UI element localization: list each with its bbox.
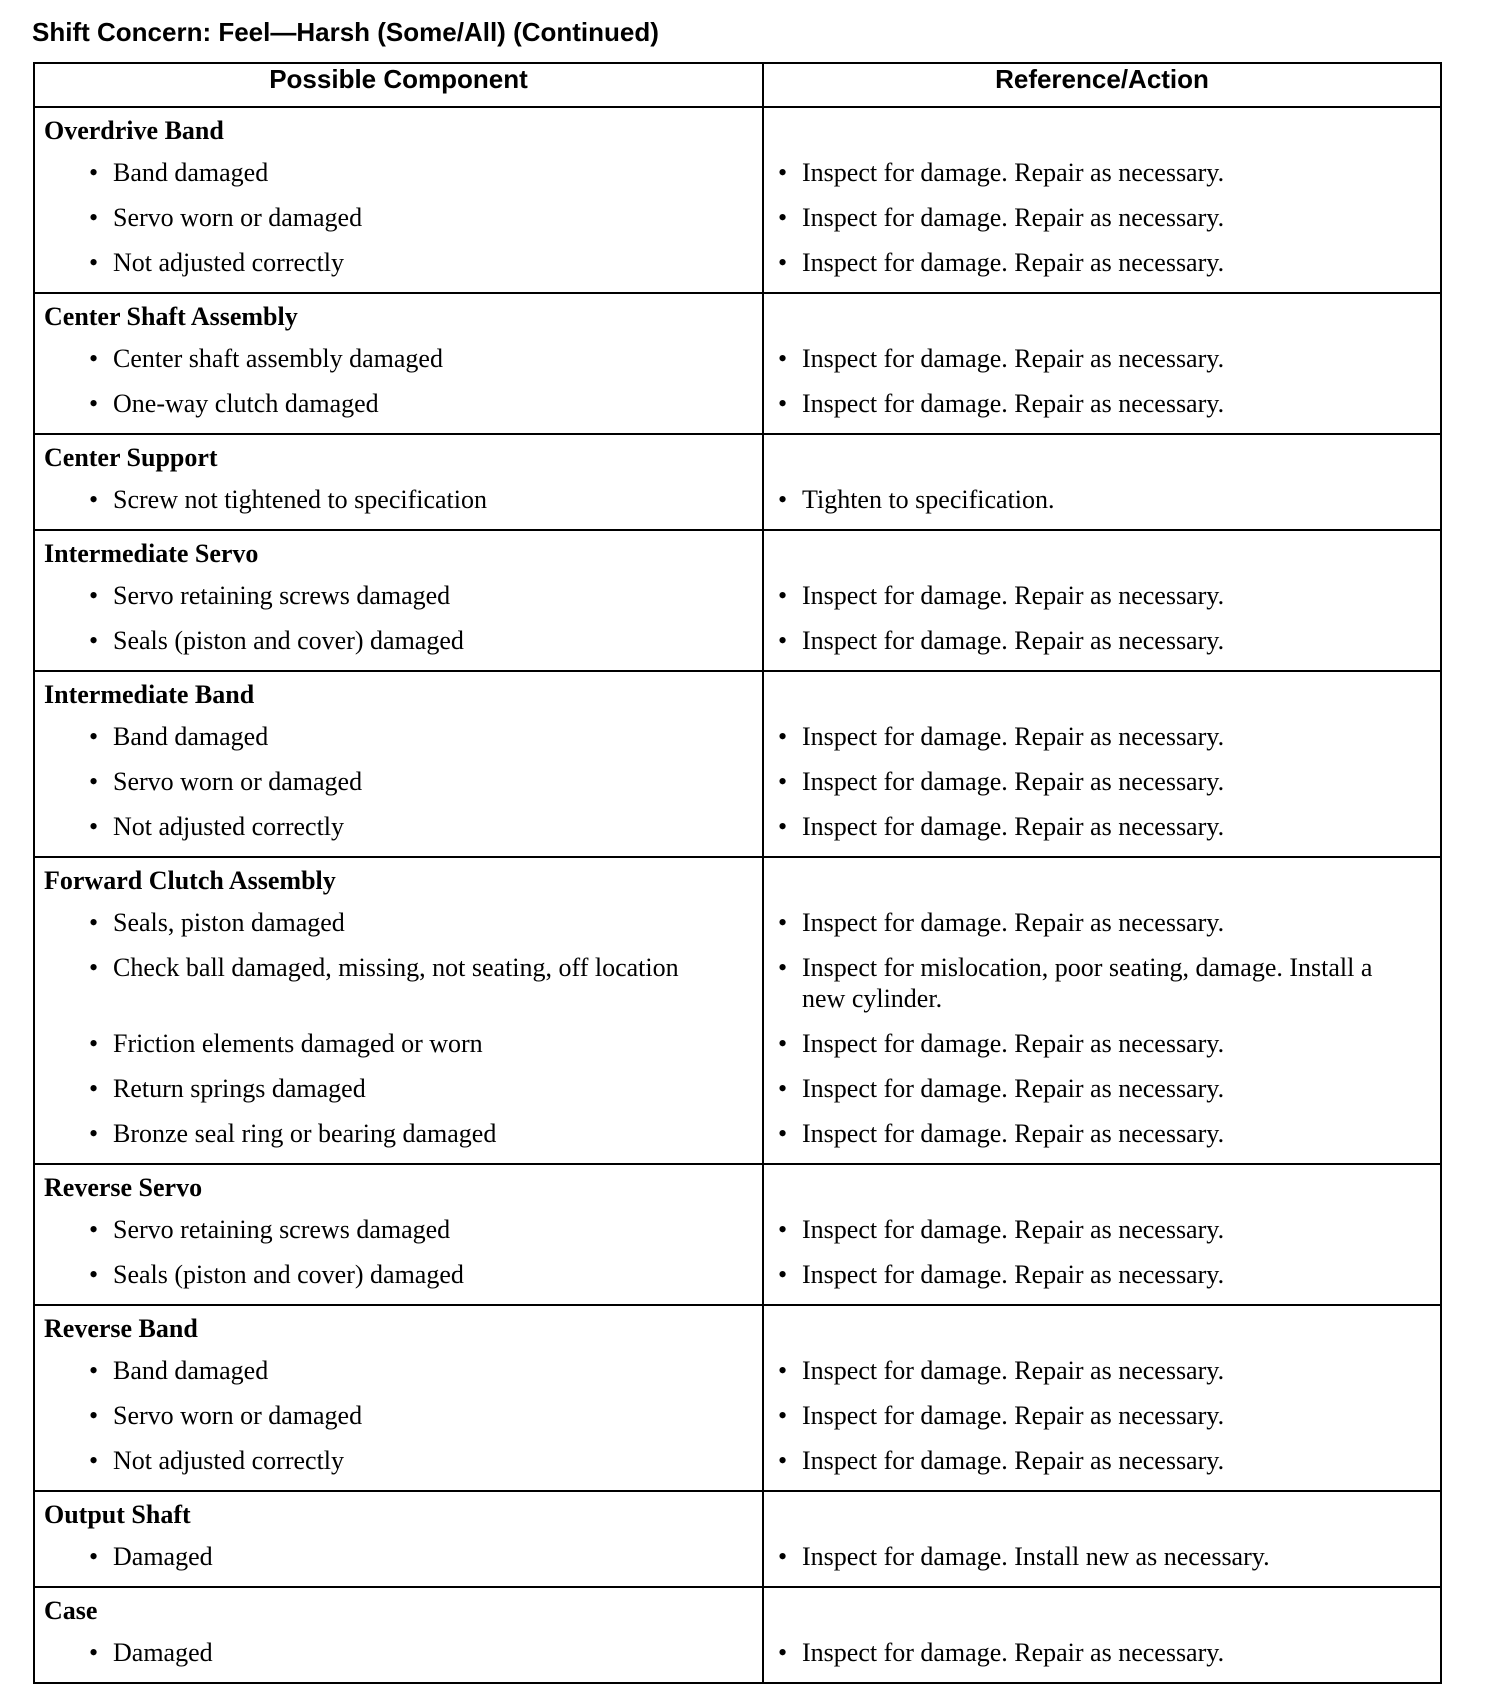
bullet-icon: • bbox=[89, 1029, 99, 1058]
bullet-icon: • bbox=[778, 203, 788, 232]
cause-item bbox=[35, 484, 762, 529]
cause-item bbox=[35, 1259, 762, 1304]
table-row bbox=[34, 530, 1441, 671]
bullet-icon: • bbox=[778, 1401, 788, 1430]
cause-item bbox=[35, 721, 762, 766]
cause-item bbox=[35, 907, 762, 952]
bullet-icon: • bbox=[778, 1260, 788, 1289]
cause-item-text: Check ball damaged, missing, not seating, off location bbox=[113, 953, 679, 982]
bullet-icon: • bbox=[89, 1215, 99, 1244]
action-item bbox=[764, 1541, 1440, 1586]
bullet-icon: • bbox=[778, 1446, 788, 1475]
action-cell bbox=[763, 107, 1441, 293]
action-item-text: Inspect for damage. Repair as necessary. bbox=[802, 722, 1225, 751]
component-cell bbox=[34, 1164, 763, 1305]
action-item bbox=[764, 343, 1440, 388]
bullet-icon: • bbox=[89, 626, 99, 655]
component-title: Reverse Band bbox=[44, 1314, 198, 1343]
bullet-icon: • bbox=[89, 1446, 99, 1475]
cause-item-text: Return springs damaged bbox=[113, 1074, 366, 1103]
action-item bbox=[764, 811, 1440, 856]
cause-item bbox=[35, 157, 762, 202]
component-cell bbox=[34, 293, 763, 434]
bullet-icon: • bbox=[778, 767, 788, 796]
action-item-text: Inspect for damage. Repair as necessary. bbox=[802, 767, 1225, 796]
component-cell bbox=[34, 671, 763, 857]
cause-item-text: Damaged bbox=[113, 1542, 213, 1571]
bullet-icon: • bbox=[89, 1260, 99, 1289]
action-item bbox=[764, 721, 1440, 766]
cause-item-text: Not adjusted correctly bbox=[113, 1446, 345, 1475]
table-row bbox=[34, 107, 1441, 293]
bullet-icon: • bbox=[89, 389, 99, 418]
bullet-icon: • bbox=[778, 1638, 788, 1667]
cause-item bbox=[35, 811, 762, 856]
cause-item bbox=[35, 766, 762, 811]
component-title: Forward Clutch Assembly bbox=[44, 866, 336, 895]
table-row bbox=[34, 857, 1441, 1164]
component-title: Overdrive Band bbox=[44, 116, 224, 145]
action-item-text: Inspect for damage. Repair as necessary. bbox=[802, 1401, 1225, 1430]
bullet-icon: • bbox=[778, 1074, 788, 1103]
page-title: Shift Concern: Feel—Harsh (Some/All) (Continued) bbox=[32, 17, 659, 47]
cause-item-text: Not adjusted correctly bbox=[113, 812, 345, 841]
cause-item-text: Friction elements damaged or worn bbox=[113, 1029, 483, 1058]
action-item-text: Inspect for damage. Repair as necessary. bbox=[802, 248, 1225, 277]
component-title: Center Support bbox=[44, 443, 218, 472]
bullet-icon: • bbox=[778, 158, 788, 187]
bullet-icon: • bbox=[89, 485, 99, 514]
bullet-icon: • bbox=[778, 389, 788, 418]
table-row bbox=[34, 1164, 1441, 1305]
action-item bbox=[764, 907, 1440, 952]
action-item-text: Inspect for damage. Repair as necessary. bbox=[802, 1215, 1225, 1244]
cause-item-text: Damaged bbox=[113, 1638, 213, 1667]
component-cell bbox=[34, 1305, 763, 1491]
action-cell bbox=[763, 1587, 1441, 1683]
cause-item-text: Band damaged bbox=[113, 158, 269, 187]
bullet-icon: • bbox=[778, 1119, 788, 1148]
action-item bbox=[764, 1259, 1440, 1304]
component-title: Intermediate Servo bbox=[44, 539, 259, 568]
cause-item bbox=[35, 1073, 762, 1118]
action-cell bbox=[763, 671, 1441, 857]
bullet-icon: • bbox=[89, 1074, 99, 1103]
cause-item bbox=[35, 1214, 762, 1259]
action-item-text: Inspect for damage. Repair as necessary. bbox=[802, 1074, 1225, 1103]
cause-item bbox=[35, 1118, 762, 1163]
cause-item-text: Seals (piston and cover) damaged bbox=[113, 626, 464, 655]
bullet-icon: • bbox=[89, 1542, 99, 1571]
bullet-icon: • bbox=[778, 1029, 788, 1058]
action-item bbox=[764, 1400, 1440, 1445]
cause-item-text: One-way clutch damaged bbox=[113, 389, 379, 418]
action-item bbox=[764, 484, 1440, 529]
bullet-icon: • bbox=[89, 581, 99, 610]
cause-item-text: Servo worn or damaged bbox=[113, 203, 363, 232]
bullet-icon: • bbox=[89, 344, 99, 373]
cause-item bbox=[35, 1355, 762, 1400]
action-item-text: Inspect for damage. Repair as necessary. bbox=[802, 1119, 1225, 1148]
cause-item bbox=[35, 1541, 762, 1586]
bullet-icon: • bbox=[89, 1119, 99, 1148]
component-cell bbox=[34, 857, 763, 1164]
bullet-icon: • bbox=[89, 812, 99, 841]
cause-item-text: Servo worn or damaged bbox=[113, 1401, 363, 1430]
component-title: Center Shaft Assembly bbox=[44, 302, 298, 331]
action-item-text: Inspect for mislocation, poor seating, damage. Install a new cylinder. bbox=[802, 953, 1373, 1013]
bullet-icon: • bbox=[89, 203, 99, 232]
bullet-icon: • bbox=[778, 1542, 788, 1571]
action-item bbox=[764, 952, 1440, 1028]
bullet-icon: • bbox=[89, 248, 99, 277]
table-row bbox=[34, 293, 1441, 434]
bullet-icon: • bbox=[89, 158, 99, 187]
action-item-text: Inspect for damage. Install new as necessary. bbox=[802, 1542, 1270, 1571]
bullet-icon: • bbox=[778, 626, 788, 655]
bullet-icon: • bbox=[778, 344, 788, 373]
action-item-text: Tighten to specification. bbox=[802, 485, 1055, 514]
action-item-text: Inspect for damage. Repair as necessary. bbox=[802, 626, 1225, 655]
action-cell bbox=[763, 1305, 1441, 1491]
bullet-icon: • bbox=[778, 812, 788, 841]
cause-item-text: Bronze seal ring or bearing damaged bbox=[113, 1119, 497, 1148]
action-item-text: Inspect for damage. Repair as necessary. bbox=[802, 203, 1225, 232]
action-cell bbox=[763, 1491, 1441, 1587]
cause-item bbox=[35, 580, 762, 625]
bullet-icon: • bbox=[778, 1215, 788, 1244]
cause-item-text: Servo retaining screws damaged bbox=[113, 581, 451, 610]
bullet-icon: • bbox=[89, 1638, 99, 1667]
action-item-text: Inspect for damage. Repair as necessary. bbox=[802, 344, 1225, 373]
bullet-icon: • bbox=[778, 485, 788, 514]
action-item-text: Inspect for damage. Repair as necessary. bbox=[802, 1356, 1225, 1385]
action-item bbox=[764, 1118, 1440, 1163]
bullet-icon: • bbox=[778, 248, 788, 277]
cause-item bbox=[35, 343, 762, 388]
component-title: Output Shaft bbox=[44, 1500, 191, 1529]
bullet-icon: • bbox=[778, 1356, 788, 1385]
action-item bbox=[764, 202, 1440, 247]
cause-item-text: Servo worn or damaged bbox=[113, 767, 363, 796]
cause-item-text: Band damaged bbox=[113, 1356, 269, 1385]
table-row bbox=[34, 1491, 1441, 1587]
action-item bbox=[764, 580, 1440, 625]
cause-item-text: Seals, piston damaged bbox=[113, 908, 345, 937]
cause-item bbox=[35, 1445, 762, 1490]
component-title: Reverse Servo bbox=[44, 1173, 203, 1202]
table-row bbox=[34, 1305, 1441, 1491]
action-item-text: Inspect for damage. Repair as necessary. bbox=[802, 812, 1225, 841]
action-item bbox=[764, 1637, 1440, 1682]
cause-item-text: Screw not tightened to specification bbox=[113, 485, 488, 514]
bullet-icon: • bbox=[778, 953, 788, 982]
action-item-text: Inspect for damage. Repair as necessary. bbox=[802, 1029, 1225, 1058]
action-item bbox=[764, 1073, 1440, 1118]
cause-item-text: Seals (piston and cover) damaged bbox=[113, 1260, 464, 1289]
bullet-icon: • bbox=[778, 722, 788, 751]
cause-item bbox=[35, 202, 762, 247]
action-cell bbox=[763, 530, 1441, 671]
component-cell bbox=[34, 530, 763, 671]
bullet-icon: • bbox=[778, 581, 788, 610]
component-cell bbox=[34, 1587, 763, 1683]
cause-item bbox=[35, 247, 762, 292]
cause-item-text: Servo retaining screws damaged bbox=[113, 1215, 451, 1244]
cause-item bbox=[35, 625, 762, 670]
header-reference-action: Reference/Action bbox=[763, 63, 1441, 107]
action-cell bbox=[763, 434, 1441, 530]
component-title: Intermediate Band bbox=[44, 680, 255, 709]
action-item bbox=[764, 1214, 1440, 1259]
cause-item bbox=[35, 1400, 762, 1445]
bullet-icon: • bbox=[778, 908, 788, 937]
cause-item-text: Band damaged bbox=[113, 722, 269, 751]
bullet-icon: • bbox=[89, 953, 99, 982]
action-item bbox=[764, 388, 1440, 433]
bullet-icon: • bbox=[89, 908, 99, 937]
action-cell bbox=[763, 857, 1441, 1164]
action-item bbox=[764, 1445, 1440, 1490]
action-item-text: Inspect for damage. Repair as necessary. bbox=[802, 158, 1225, 187]
action-item bbox=[764, 157, 1440, 202]
action-cell bbox=[763, 293, 1441, 434]
action-item bbox=[764, 625, 1440, 670]
cause-item bbox=[35, 1637, 762, 1682]
action-item bbox=[764, 1028, 1440, 1073]
component-cell bbox=[34, 107, 763, 293]
table-row bbox=[34, 434, 1441, 530]
action-cell bbox=[763, 1164, 1441, 1305]
component-cell bbox=[34, 434, 763, 530]
action-item bbox=[764, 247, 1440, 292]
cause-item bbox=[35, 388, 762, 433]
action-item-text: Inspect for damage. Repair as necessary. bbox=[802, 908, 1225, 937]
bullet-icon: • bbox=[89, 1401, 99, 1430]
bullet-icon: • bbox=[89, 722, 99, 751]
action-item-text: Inspect for damage. Repair as necessary. bbox=[802, 1638, 1225, 1667]
cause-item bbox=[35, 952, 762, 1028]
table-row bbox=[34, 671, 1441, 857]
diagnosis-table bbox=[33, 62, 1442, 1684]
table-body bbox=[34, 107, 1441, 1683]
cause-item-text: Center shaft assembly damaged bbox=[113, 344, 443, 373]
component-title: Case bbox=[44, 1596, 98, 1625]
cause-item bbox=[35, 1028, 762, 1073]
action-item-text: Inspect for damage. Repair as necessary. bbox=[802, 581, 1225, 610]
bullet-icon: • bbox=[89, 1356, 99, 1385]
cause-item-text: Not adjusted correctly bbox=[113, 248, 345, 277]
table-row bbox=[34, 1587, 1441, 1683]
component-cell bbox=[34, 1491, 763, 1587]
action-item bbox=[764, 766, 1440, 811]
action-item-text: Inspect for damage. Repair as necessary. bbox=[802, 389, 1225, 418]
table-header-row bbox=[34, 63, 1441, 107]
action-item-text: Inspect for damage. Repair as necessary. bbox=[802, 1446, 1225, 1475]
action-item bbox=[764, 1355, 1440, 1400]
bullet-icon: • bbox=[89, 767, 99, 796]
header-possible-component: Possible Component bbox=[34, 63, 763, 107]
action-item-text: Inspect for damage. Repair as necessary. bbox=[802, 1260, 1225, 1289]
